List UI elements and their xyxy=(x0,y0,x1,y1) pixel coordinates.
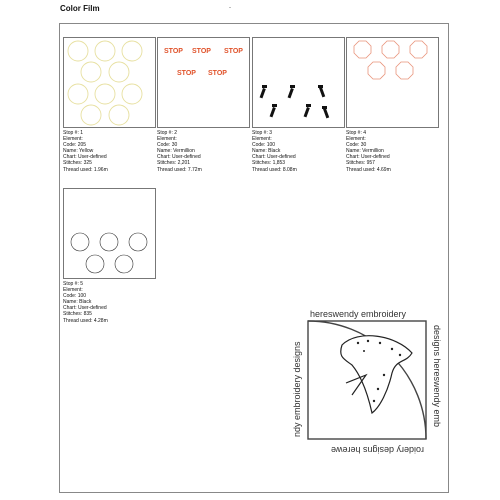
stop-5-motif xyxy=(64,189,155,278)
stop-stitches: Stitches: 1,853 xyxy=(252,160,286,167)
stop-3-preview xyxy=(252,37,345,128)
logo-bottom-text: roidery designs herewe xyxy=(330,445,424,455)
stop-code: Code: 30 xyxy=(157,142,178,149)
stop-2-motif xyxy=(158,38,249,127)
stop-text-3: STOP xyxy=(224,48,243,55)
stop-5-info xyxy=(63,281,156,324)
stop-number: Stop #: 5 xyxy=(63,281,84,287)
stop-stitches: Stitches: 957 xyxy=(346,160,375,167)
logo-right-text: designs hereswendy emb xyxy=(432,325,442,428)
stop-card-4[interactable] xyxy=(346,37,439,173)
stop-stitches: Stitches: 325 xyxy=(63,160,92,167)
stop-code: Code: 205 xyxy=(63,142,87,149)
stop-text-1: STOP xyxy=(164,48,183,55)
butterfly-icon xyxy=(292,305,442,455)
stop-card-2[interactable] xyxy=(157,37,250,173)
stop-element: Element: xyxy=(63,287,83,294)
stop-1-motif xyxy=(64,38,155,127)
stop-name: Name: Black xyxy=(252,148,281,155)
stop-number: Stop #: 1 xyxy=(63,130,84,136)
stop-text-4: STOP xyxy=(177,70,196,77)
stop-stitches: Stitches: 2,201 xyxy=(157,160,191,167)
stop-chart: Chart: User-defined xyxy=(63,154,107,161)
stop-element: Element: xyxy=(63,136,83,143)
stop-thread: Thread used: 4.28m xyxy=(63,317,108,324)
stop-code: Code: 100 xyxy=(63,293,87,300)
stop-number: Stop #: 2 xyxy=(157,130,178,136)
stop-chart: Chart: User-defined xyxy=(252,154,296,161)
stop-text-5: STOP xyxy=(208,70,227,77)
stop-card-1[interactable] xyxy=(63,37,156,173)
stop-card-5[interactable] xyxy=(63,188,156,324)
stop-2-preview xyxy=(157,37,250,128)
stop-3-motif xyxy=(253,38,344,127)
stop-thread: Thread used: 1.96m xyxy=(63,166,108,173)
stop-chart: Chart: User-defined xyxy=(63,305,107,312)
stop-1-info xyxy=(63,130,156,173)
stop-thread: Thread used: 7.72m xyxy=(157,166,202,173)
stop-2-info xyxy=(157,130,250,173)
stop-thread: Thread used: 8.08m xyxy=(252,166,297,173)
stop-code: Code: 30 xyxy=(346,142,367,149)
stop-chart: Chart: User-defined xyxy=(346,154,390,161)
stop-3-info xyxy=(252,130,345,173)
stop-element: Element: xyxy=(252,136,272,143)
stop-thread: Thread used: 4.69m xyxy=(346,166,391,173)
stop-4-info xyxy=(346,130,439,173)
page-title: Color Film xyxy=(60,4,100,13)
stop-chart: Chart: User-defined xyxy=(157,154,201,161)
stop-element: Element: xyxy=(157,136,177,143)
watermark-logo xyxy=(292,305,442,455)
stop-stitches: Stitches: 835 xyxy=(63,311,92,318)
stop-5-preview xyxy=(63,188,156,279)
stop-1-preview xyxy=(63,37,156,128)
stop-name: Name: Vermillion xyxy=(157,148,195,155)
stop-name: Name: Black xyxy=(63,299,92,306)
stop-number: Stop #: 4 xyxy=(346,130,367,136)
logo-top-text: hereswendy embroidery xyxy=(310,309,407,319)
stop-code: Code: 100 xyxy=(252,142,276,149)
header-marker: - xyxy=(229,5,231,11)
stop-text-2: STOP xyxy=(192,48,211,55)
stop-card-3[interactable] xyxy=(252,37,345,173)
stop-name: Name: Vermillion xyxy=(346,148,384,155)
stop-4-preview xyxy=(346,37,439,128)
logo-left-text: ndy embroidery designs xyxy=(292,341,302,437)
stop-4-motif xyxy=(347,38,438,127)
stop-name: Name: Yellow xyxy=(63,148,94,155)
stop-number: Stop #: 3 xyxy=(252,130,273,136)
stop-element: Element: xyxy=(346,136,366,143)
